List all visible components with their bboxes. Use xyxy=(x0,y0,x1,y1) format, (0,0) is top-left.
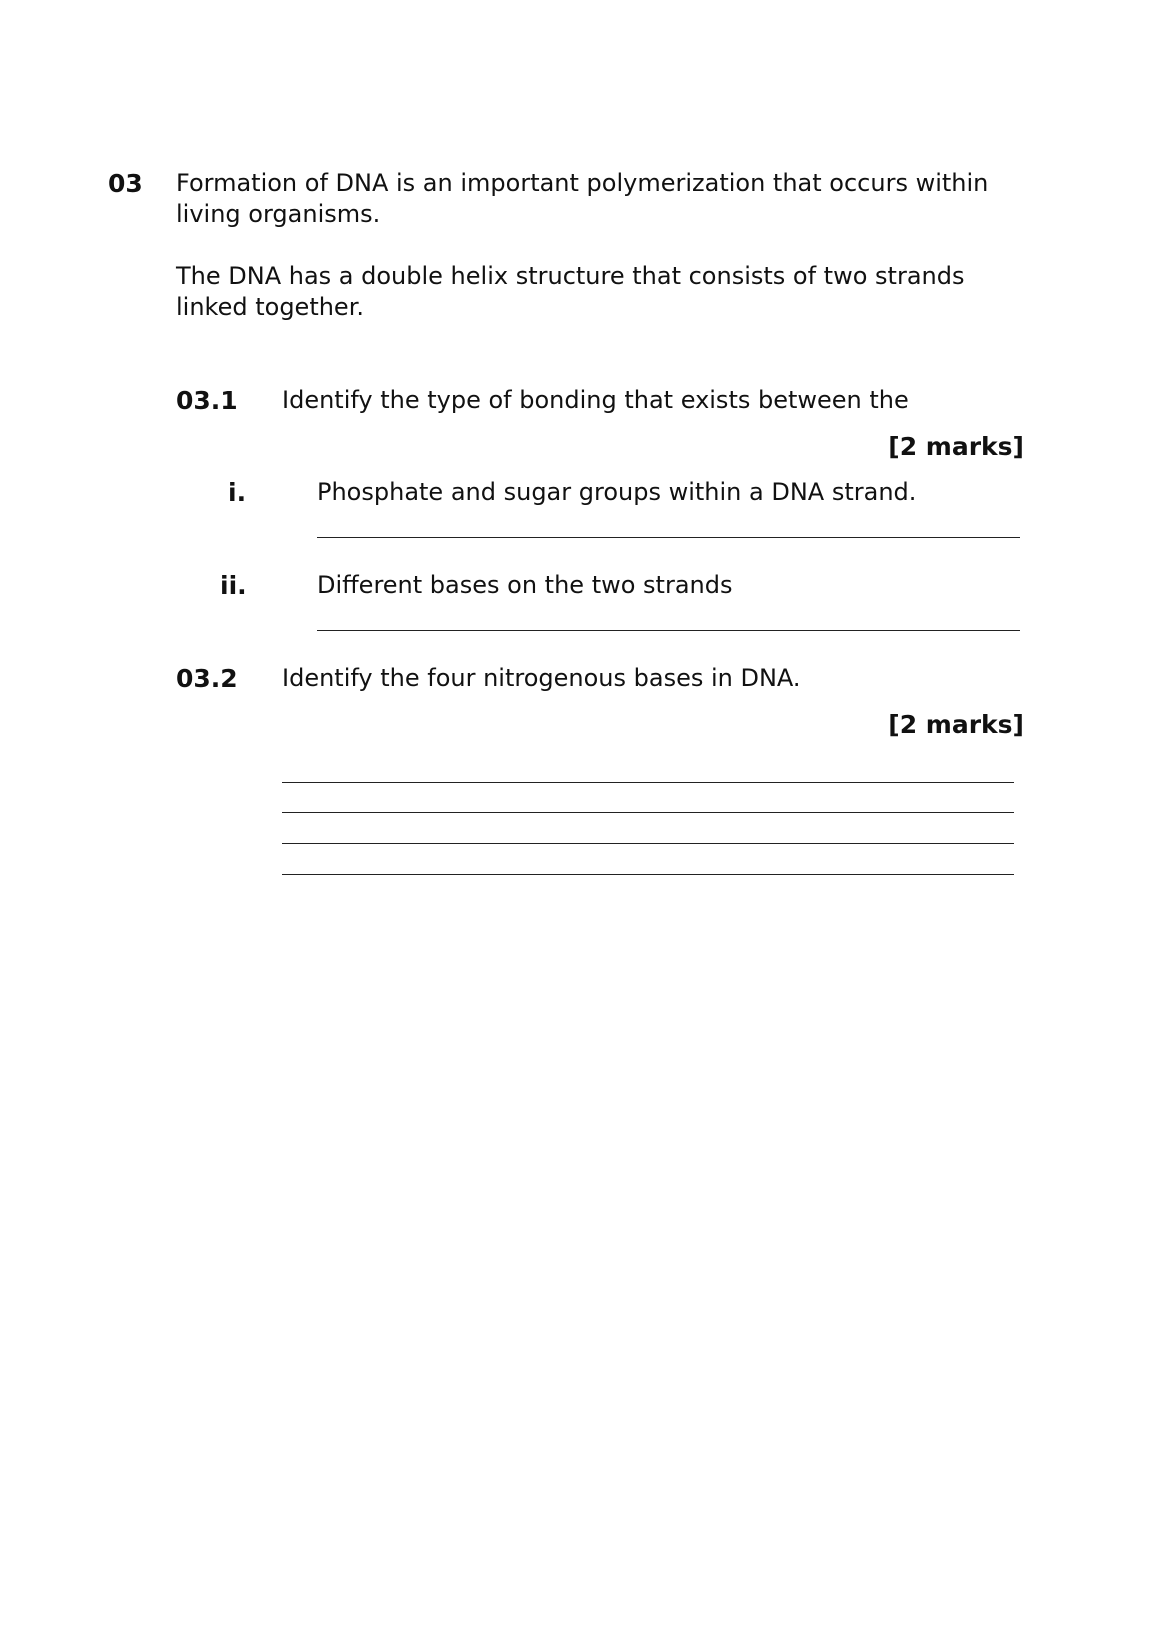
part2-prompt: Identify the four nitrogenous bases in DNA. xyxy=(282,664,801,692)
part1-item-label-ii: ii. xyxy=(220,571,247,600)
part1-marks: [2 marks] xyxy=(888,432,1024,461)
part2-number: 03.2 xyxy=(176,664,238,693)
answer-line-ii[interactable] xyxy=(317,630,1020,631)
question-context-line-2: linked together. xyxy=(176,293,364,321)
part1-number: 03.1 xyxy=(176,386,238,415)
question-context-line-1: The DNA has a double helix structure that consists of two strands xyxy=(176,262,965,290)
part2-marks: [2 marks] xyxy=(888,710,1024,739)
part1-item-text-i: Phosphate and sugar groups within a DNA strand. xyxy=(317,478,917,506)
part1-prompt: Identify the type of bonding that exists between the xyxy=(282,386,909,414)
answer-line-i[interactable] xyxy=(317,537,1020,538)
question-intro-line-1: Formation of DNA is an important polymerization that occurs within xyxy=(176,169,989,197)
answer-line-2-3[interactable] xyxy=(282,843,1014,844)
answer-line-2-1[interactable] xyxy=(282,782,1014,783)
question-number: 03 xyxy=(108,169,143,198)
question-intro-line-2: living organisms. xyxy=(176,200,381,228)
part1-item-text-ii: Different bases on the two strands xyxy=(317,571,733,599)
answer-line-2-2[interactable] xyxy=(282,812,1014,813)
part1-item-label-i: i. xyxy=(228,478,247,507)
answer-line-2-4[interactable] xyxy=(282,874,1014,875)
